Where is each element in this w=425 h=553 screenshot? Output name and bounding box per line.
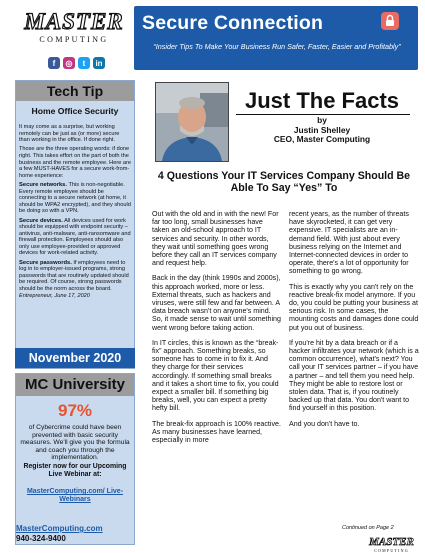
website-link[interactable]: MasterComputing.com [16, 524, 103, 533]
logo-master-text: MASTER [24, 9, 124, 34]
phone-number: 940-324-9400 [16, 534, 66, 543]
newsletter-tagline: “Insider Tips To Make Your Business Run Safer, Faster, Easier and Profitably” [153, 42, 401, 51]
cybercrime-percent: 97% [57, 401, 93, 420]
register-text: Register now for our Upcoming Live Webinar at: [23, 463, 127, 478]
webinar-link[interactable]: MasterComputing.com/ Live-Webinars [26, 488, 124, 503]
continued-note: Continued on Page 2 [342, 525, 394, 531]
paragraph: If you're hit by a data breach or if a hacker infiltrates your network (which is a common occurrence), what's next? You call your IT services partner – if you have a partner – and tell them you need help. They might be able to restore lost or stolen data. That is, if you routinely backed up that data. You don't want to find yourself in this position. [289, 338, 419, 413]
paragraph: In IT circles, this is known as the “break-fix” approach. Something breaks, so someone has to come in to fix it. And they charge for their services accordingly. If something small breaks and it takes a short time to fix, you could expect a smaller bill. If something big breaks, well, you can expect a pretty hefty bill. [152, 338, 279, 413]
tech-tip-item: Secure passwords. If employees need to log in to employer-issued programs, strong passwords that are routinely updated should be required. Of course, strong passwords should be the norm across the board. Entrepreneur, June 17, 2020 [19, 259, 129, 299]
paragraph: This is exactly why you can't rely on the reactive break-fix model anymore. If you do, you could be putting your business at serious risk. In some cases, the mounting costs and damages done could put you out of business. [289, 282, 419, 332]
author-name: Justin Shelley [293, 124, 351, 135]
tech-tip-subtitle: Home Office Security [31, 106, 119, 116]
tech-tip-title: Tech Tip [16, 81, 134, 101]
tech-tip-item: Secure devices. All devices used for work should be equipped with endpoint security – antivirus, anti-malware, anti-ransomware and firewall protection. Employees should also only use employee-provided or approved devices for work-related activity. [19, 217, 131, 257]
issue-month: November 2020 [15, 348, 135, 368]
author-photo [155, 82, 229, 162]
article-column-1 [152, 210, 282, 451]
section-title: Just The Facts [244, 88, 400, 113]
article-column-2 [289, 210, 419, 435]
paragraph: Out with the old and in with the new! For far too long, small businesses have taken an old-school approach to IT services and security. In other words, they wait until something goes wrong before they call an IT services company and request help. [152, 210, 279, 268]
facebook-icon[interactable]: f [48, 57, 60, 69]
footer-logo: MASTER COMPUTING [369, 536, 414, 553]
tech-tip-body [19, 124, 131, 302]
paragraph: The break-fix approach is 100% reactive. As many businesses have learned, especially in more [152, 419, 281, 445]
mc-university-title: MC University [16, 374, 134, 396]
linkedin-icon[interactable]: in [93, 57, 105, 69]
instagram-icon[interactable]: ◎ [63, 57, 75, 69]
paragraph: recent years, as the number of threats have skyrocketed, it can get very expensive. IT specialists are an in-demand field. With just about every business relying on the Internet and Internet-connected devices in order to operate, there's a lot of opportunity for something to go wrong. [289, 210, 409, 276]
tech-tip-intro-2: Those are the three operating words: if done right. This takes effort on the part of both the business and the remote employee. Here are a few MUST-HAVES for a secure work-from-home experience: [19, 146, 131, 179]
social-icons [48, 57, 105, 69]
byline: by Justin Shelley CEO, Master Computing [232, 116, 412, 145]
newsletter-title: Secure Connection [142, 12, 324, 34]
paragraph: Back in the day (think 1990s and 2000s), this approach worked, more or less. External threats, such as hackers and viruses, were still few and far between. A data breach wasn't on anyone's mind. So, it made sense to wait until something went wrong before taking action. [152, 274, 281, 332]
tech-tip-item: Secure networks. This is non-negotiable. Every remote employee should be connecting to a secure network (at home, it should be WPA2 encrypted), and they should be doing so with a VPN. [19, 181, 131, 215]
tech-tip-intro: It may come as a surprise, but working remotely can be just as (or more) secure than working in the office. If done right. [19, 124, 120, 144]
mc-university-text: of Cybercrime could have been prevented with basic security measures. We'll give you the formula and coach you through the implementation. [20, 424, 130, 462]
logo-computing-text: COMPUTING [39, 35, 109, 44]
author-title: CEO, Master Computing [273, 134, 371, 145]
article-headline: 4 Questions Your IT Services Company Should Be Able To Say “Yes” To [157, 170, 411, 195]
paragraph: And you don't have to. [289, 419, 360, 428]
tech-tip-source: Entrepreneur, June 17, 2020 [19, 292, 90, 299]
company-logo [24, 10, 124, 44]
lock-icon [381, 12, 399, 30]
twitter-icon[interactable]: t [78, 57, 90, 69]
